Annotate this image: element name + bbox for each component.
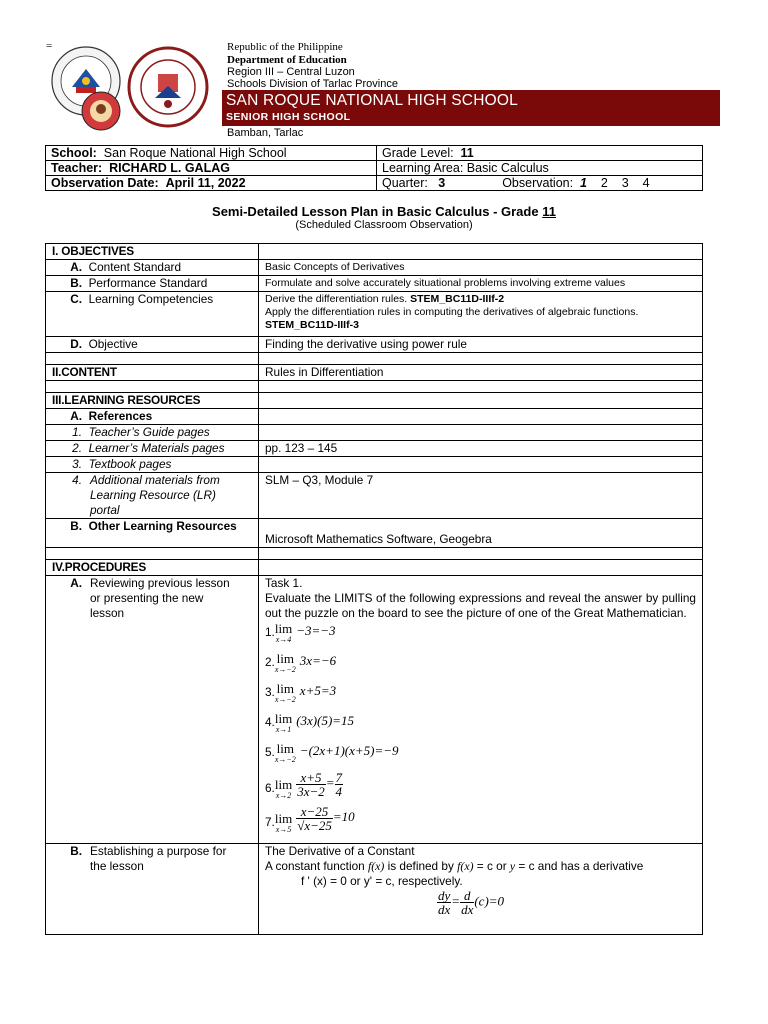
- limit-item: [265, 741, 696, 771]
- limit-item: [265, 681, 696, 711]
- limits-list: [265, 621, 696, 843]
- math-fx: f(x): [457, 859, 474, 873]
- formula-denominator: dx: [438, 902, 451, 917]
- limit-subscript: x→4: [275, 635, 292, 644]
- limit-item: [265, 771, 696, 805]
- formula-numerator: dy: [438, 888, 451, 903]
- derivative-formula: [265, 889, 696, 916]
- school-name: SAN ROQUE NATIONAL HIGH SCHOOL: [226, 92, 518, 109]
- lim-word: lim: [274, 777, 293, 792]
- limit-number: 6.: [265, 781, 275, 795]
- formula-equals: =: [451, 893, 461, 909]
- teachers-guide-label: Teacher’s Guide pages: [88, 425, 210, 439]
- competencies-value: [259, 292, 703, 337]
- teacher-cell: [46, 161, 377, 176]
- observation-option-1: 1: [580, 176, 587, 190]
- table-row: [46, 425, 703, 441]
- grade-label: Grade Level:: [382, 146, 454, 160]
- limit-subscript: x→−2: [274, 755, 296, 764]
- definition-text: A constant function: [265, 859, 368, 873]
- lim-word: lim: [274, 811, 293, 826]
- region-line: Region III – Central Luzon: [227, 66, 355, 78]
- observation-option-2: 2: [600, 176, 608, 190]
- area-cell: [377, 161, 703, 176]
- objective-label: Objective: [88, 337, 138, 351]
- republic-line: Republic of the Philippine: [227, 41, 343, 53]
- result-numerator: 7: [335, 770, 343, 785]
- competency-code-2: STEM_BC11D-IIIf-3: [265, 319, 359, 331]
- procedures-heading: IV.PROCEDURES: [46, 560, 259, 576]
- teacher-label: Teacher:: [51, 161, 103, 175]
- table-row: [46, 576, 703, 844]
- row-letter: D.: [70, 337, 82, 351]
- limit-subscript: x→5: [275, 825, 292, 834]
- department-line: Department of Education: [227, 54, 347, 66]
- senior-high-label: SENIOR HIGH SCHOOL: [226, 111, 351, 123]
- lim-word: lim: [274, 621, 293, 636]
- limit-item: [265, 711, 696, 741]
- limit-number: 1.: [265, 625, 275, 639]
- location-line: Bamban, Tarlac: [227, 127, 304, 139]
- table-row: [46, 548, 703, 560]
- row-letter: B.: [70, 276, 82, 290]
- table-row: [46, 244, 703, 260]
- fraction-numerator: x+5: [296, 771, 326, 785]
- grade-value: 11: [460, 146, 474, 160]
- row-number: 2.: [72, 441, 82, 455]
- table-row: [46, 473, 703, 519]
- derivative-result: f ' (x) = 0 or y' = c, respectively.: [301, 874, 463, 888]
- textbook-label: Textbook pages: [88, 457, 172, 471]
- row-letter: A.: [70, 260, 82, 274]
- limit-number: 4.: [265, 715, 275, 729]
- limit-operator: [275, 623, 292, 645]
- table-row: [46, 276, 703, 292]
- date-label: Observation Date:: [51, 176, 159, 190]
- learners-materials-value: pp. 123 – 145: [259, 441, 703, 457]
- info-table: [45, 145, 703, 191]
- title-grade: 11: [542, 204, 556, 219]
- limit-expression: x+5=3: [299, 683, 337, 698]
- corner-mark: =: [46, 40, 53, 52]
- table-row: [46, 337, 703, 353]
- learners-materials-label: Learner’s Materials pages: [88, 441, 225, 455]
- limit-number: 2.: [265, 655, 275, 669]
- limit-number: 5.: [265, 745, 275, 759]
- definition-text: = c and has a derivative: [515, 859, 644, 873]
- fraction-numerator: x−25: [296, 805, 333, 819]
- formula-tail: (c)=0: [474, 893, 505, 909]
- references-label: References: [88, 409, 153, 423]
- division-seal-logo: [80, 90, 122, 135]
- objectives-heading: I. OBJECTIVES: [46, 244, 259, 260]
- formula-denominator: dx: [461, 902, 474, 917]
- lim-word: lim: [274, 711, 293, 726]
- limit-item: [265, 621, 696, 651]
- area-value: Basic Calculus: [466, 161, 549, 175]
- derivative-definition: [265, 859, 696, 874]
- table-row: [46, 519, 703, 548]
- limit-operator: [275, 683, 296, 705]
- definition-text: = c or: [473, 859, 510, 873]
- limit-expression: [296, 770, 343, 799]
- limit-number: 7.: [265, 815, 275, 829]
- row-number: 1.: [72, 425, 82, 439]
- task-title: Task 1.: [265, 576, 303, 590]
- objective-value: Finding the derivative using power rule: [259, 337, 703, 353]
- limit-subscript: x→−2: [274, 665, 296, 674]
- reviewing-label: Reviewing previous lesson or presenting the new lesson: [90, 576, 230, 620]
- quarter-label: Quarter:: [382, 176, 428, 190]
- school-banner: [222, 90, 720, 126]
- limit-subscript: x→−2: [274, 695, 296, 704]
- division-line: Schools Division of Tarlac Province: [227, 78, 398, 90]
- limit-expression: [296, 804, 355, 833]
- limit-operator: [275, 713, 292, 735]
- row-number: 4.: [72, 473, 82, 487]
- purpose-label: Establishing a purpose for the lesson: [90, 844, 227, 873]
- school-seal-logo: [127, 46, 209, 131]
- page-subtitle: (Scheduled Classroom Observation): [295, 219, 473, 231]
- row-letter: A.: [70, 576, 82, 590]
- limit-subscript: x→1: [275, 725, 292, 734]
- additional-materials-value: SLM – Q3, Module 7: [259, 473, 703, 519]
- competency-2: Apply the differentiation rules in computing the derivatives of algebraic functions.: [265, 306, 639, 318]
- table-row: [46, 260, 703, 276]
- performance-standard-label: Performance Standard: [88, 276, 208, 290]
- other-resources-label: Other Learning Resources: [88, 519, 237, 533]
- limit-operator: [275, 653, 296, 675]
- table-row: [46, 365, 703, 381]
- derivative-title: The Derivative of a Constant: [265, 844, 415, 858]
- competencies-label: Learning Competencies: [88, 292, 214, 306]
- task-instructions: Evaluate the LIMITS of the following expressions and reveal the answer by pulling out the puzzle on the board to see the picture of one of the Great Mathematician.: [265, 591, 696, 620]
- limit-operator: [275, 743, 296, 765]
- result-denominator: 4: [335, 784, 343, 799]
- grade-cell: [377, 146, 703, 161]
- table-row: [46, 393, 703, 409]
- limit-subscript: x→2: [275, 791, 292, 800]
- fraction-equals: =10: [332, 809, 355, 825]
- lesson-plan-table: [45, 243, 703, 935]
- resources-heading: III.LEARNING RESOURCES: [46, 393, 259, 409]
- date-cell: [46, 176, 377, 191]
- title-text: Semi-Detailed Lesson Plan in Basic Calculus - Grade: [212, 204, 543, 219]
- content-value: Rules in Differentiation: [259, 365, 703, 381]
- table-row: [46, 441, 703, 457]
- limit-expression: 3x=−6: [299, 653, 337, 668]
- limit-expression: −3=−3: [296, 623, 336, 638]
- fraction-equals: =: [325, 775, 335, 791]
- area-label: Learning Area:: [382, 161, 464, 175]
- school-value: San Roque National High School: [103, 146, 287, 160]
- derivative-cell: [259, 844, 703, 935]
- table-row: [46, 560, 703, 576]
- math-fx: f(x): [367, 859, 385, 873]
- limit-expression: (3x)(5)=15: [296, 713, 355, 728]
- row-letter: B.: [70, 844, 82, 858]
- table-row: [46, 457, 703, 473]
- lim-word: lim: [276, 651, 294, 666]
- competency-code-1: STEM_BC11D-IIIf-2: [410, 293, 505, 305]
- definition-text: is defined by: [384, 859, 458, 873]
- table-row: [46, 381, 703, 393]
- formula-numerator: d: [460, 889, 474, 903]
- observation-option-3: 3: [621, 176, 629, 190]
- quarter-value: 3: [438, 176, 446, 190]
- limit-item: [265, 805, 696, 839]
- page-title: [0, 204, 768, 219]
- limit-item: [265, 651, 696, 681]
- row-number: 3.: [72, 457, 82, 471]
- content-standard-value: Basic Concepts of Derivatives: [259, 260, 703, 276]
- limit-operator: [275, 813, 292, 835]
- limit-operator: [275, 779, 292, 801]
- table-row: [46, 409, 703, 425]
- quarter-cell: [377, 176, 703, 191]
- task-cell: [259, 576, 703, 844]
- table-row: [46, 844, 703, 935]
- school-cell: [46, 146, 377, 161]
- limit-expression: −(2x+1)(x+5)=−9: [299, 743, 399, 758]
- fraction-denominator: √x−25: [297, 818, 332, 833]
- math-y: y: [509, 859, 516, 873]
- observation-label: Observation:: [502, 176, 574, 190]
- performance-standard-value: Formulate and solve accurately situational problems involving extreme values: [259, 276, 703, 292]
- table-row: [46, 292, 703, 337]
- content-heading: II.CONTENT: [46, 365, 259, 381]
- additional-materials-label: Additional materials from Learning Resource (LR) portal: [90, 473, 220, 517]
- row-letter: A.: [70, 409, 82, 423]
- lim-word: lim: [276, 741, 294, 756]
- lim-word: lim: [276, 681, 294, 696]
- table-row: [46, 353, 703, 365]
- row-letter: C.: [70, 292, 82, 306]
- school-label: School:: [51, 146, 97, 160]
- fraction-denominator: 3x−2: [297, 784, 325, 799]
- row-letter: B.: [70, 519, 82, 533]
- limit-number: 3.: [265, 685, 275, 699]
- teacher-value: RICHARD L. GALAG: [109, 161, 230, 175]
- date-value: April 11, 2022: [165, 176, 246, 190]
- observation-option-4: 4: [642, 176, 650, 190]
- competency-1: Derive the differentiation rules.: [265, 293, 411, 305]
- content-standard-label: Content Standard: [88, 260, 182, 274]
- other-resources-value: Microsoft Mathematics Software, Geogebra: [259, 519, 703, 548]
